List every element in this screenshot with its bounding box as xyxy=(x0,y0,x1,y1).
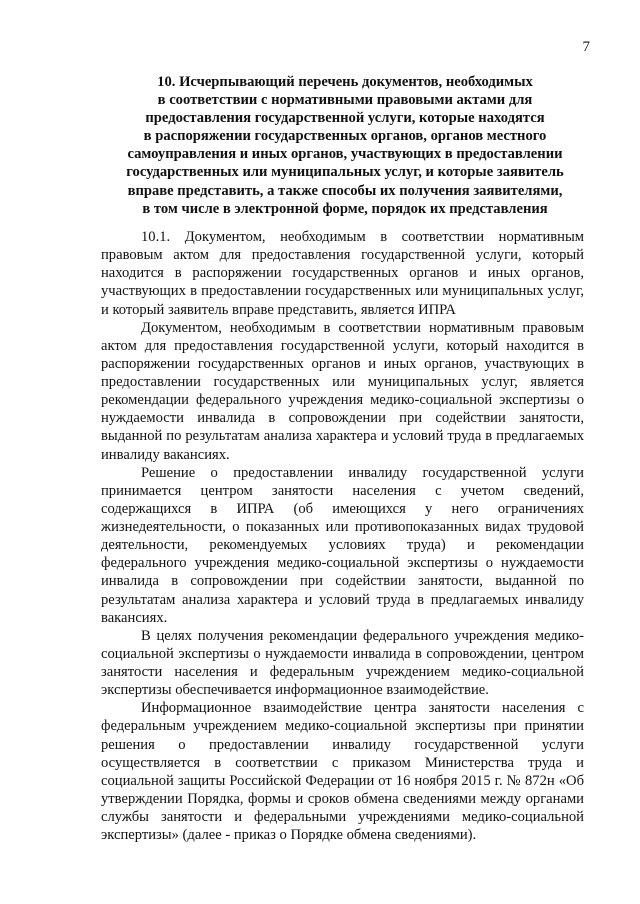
section-heading xyxy=(100,73,590,218)
paragraph-required-document: Документом, необходимым в соответствии нормативным правовым актом для предоставления государственной услуги, который находится в распоряжении государственных органов и иных органов, участвующих в предоставлении государственных или муниципальных услуг, является рекомендации федерального учреждения медико-социальной экспертизы о нуждаемости инвалида в сопровождении при содействии занятости, выданной по результатам анализа характера и условий труда в предлагаемых инвалиду вакансиях. xyxy=(101,319,584,463)
heading-line: государственных или муниципальных услуг, и которые заявитель xyxy=(126,164,564,181)
page-number: 7 xyxy=(582,39,590,55)
document-body xyxy=(101,228,584,844)
heading-line: в распоряжении государственных органов, органов местного xyxy=(143,128,547,145)
heading-line: в соответствии с нормативными правовыми актами для xyxy=(157,92,533,109)
heading-line: вправе представить, а также способы их получения заявителями, xyxy=(127,182,563,199)
heading-line: самоуправления и иных органов, участвующих в предоставлении xyxy=(127,146,563,163)
paragraph-information-exchange-order: Информационное взаимодействие центра занятости населения с федеральным учреждением медико-социальной экспертизы при принятии решения о предоставлении инвалиду государственной услуги осуществляется в соответствии с приказом Министерства труда и социальной защиты Российской Федерации от 16 ноября 2015 г. № 872н «Об утверждении Порядка, формы и сроков обмена сведениями между органами службы занятости и федеральными учреждениями медико-социальной экспертизы» (далее - приказ о Порядке обмена сведениями). xyxy=(101,700,584,844)
heading-line: предоставления государственной услуги, которые находятся xyxy=(145,110,545,127)
heading-line: 10. Исчерпывающий перечень документов, необходимых xyxy=(157,74,533,90)
paragraph-decision: Решение о предоставлении инвалиду государственной услуги принимается центром занятости населения с учетом сведений, содержащихся в ИПРА (об имеющихся у него ограничениях жизнедеятельности, о показанных или противопоказанных видах трудовой деятельности, рекомендуемых условиях труда) и рекомендации федерального учреждения медико-социальной экспертизы о нуждаемости инвалида в сопровождении при содействии занятости, выданной по результатам анализа характера и условий труда в предлагаемых инвалиду вакансиях. xyxy=(101,464,584,626)
paragraph-10-1: 10.1. Документом, необходимым в соответствии нормативным правовым актом для предоставления государственной услуги, который находится в распоряжении государственных органов и иных органов, участвующих в предоставлении государственных или муниципальных услуг, и который заявитель вправе представить, является ИПРА xyxy=(101,229,584,318)
heading-line: в том числе в электронной форме, порядок их представления xyxy=(142,200,548,217)
paragraph-information-exchange-purpose: В целях получения рекомендации федерального учреждения медико-социальной экспертизы о нуждаемости инвалида в сопровождении, центром занятости населения и федеральным учреждением медико-социальной экспертизы обеспечивается информационное взаимодействие. xyxy=(101,627,584,699)
